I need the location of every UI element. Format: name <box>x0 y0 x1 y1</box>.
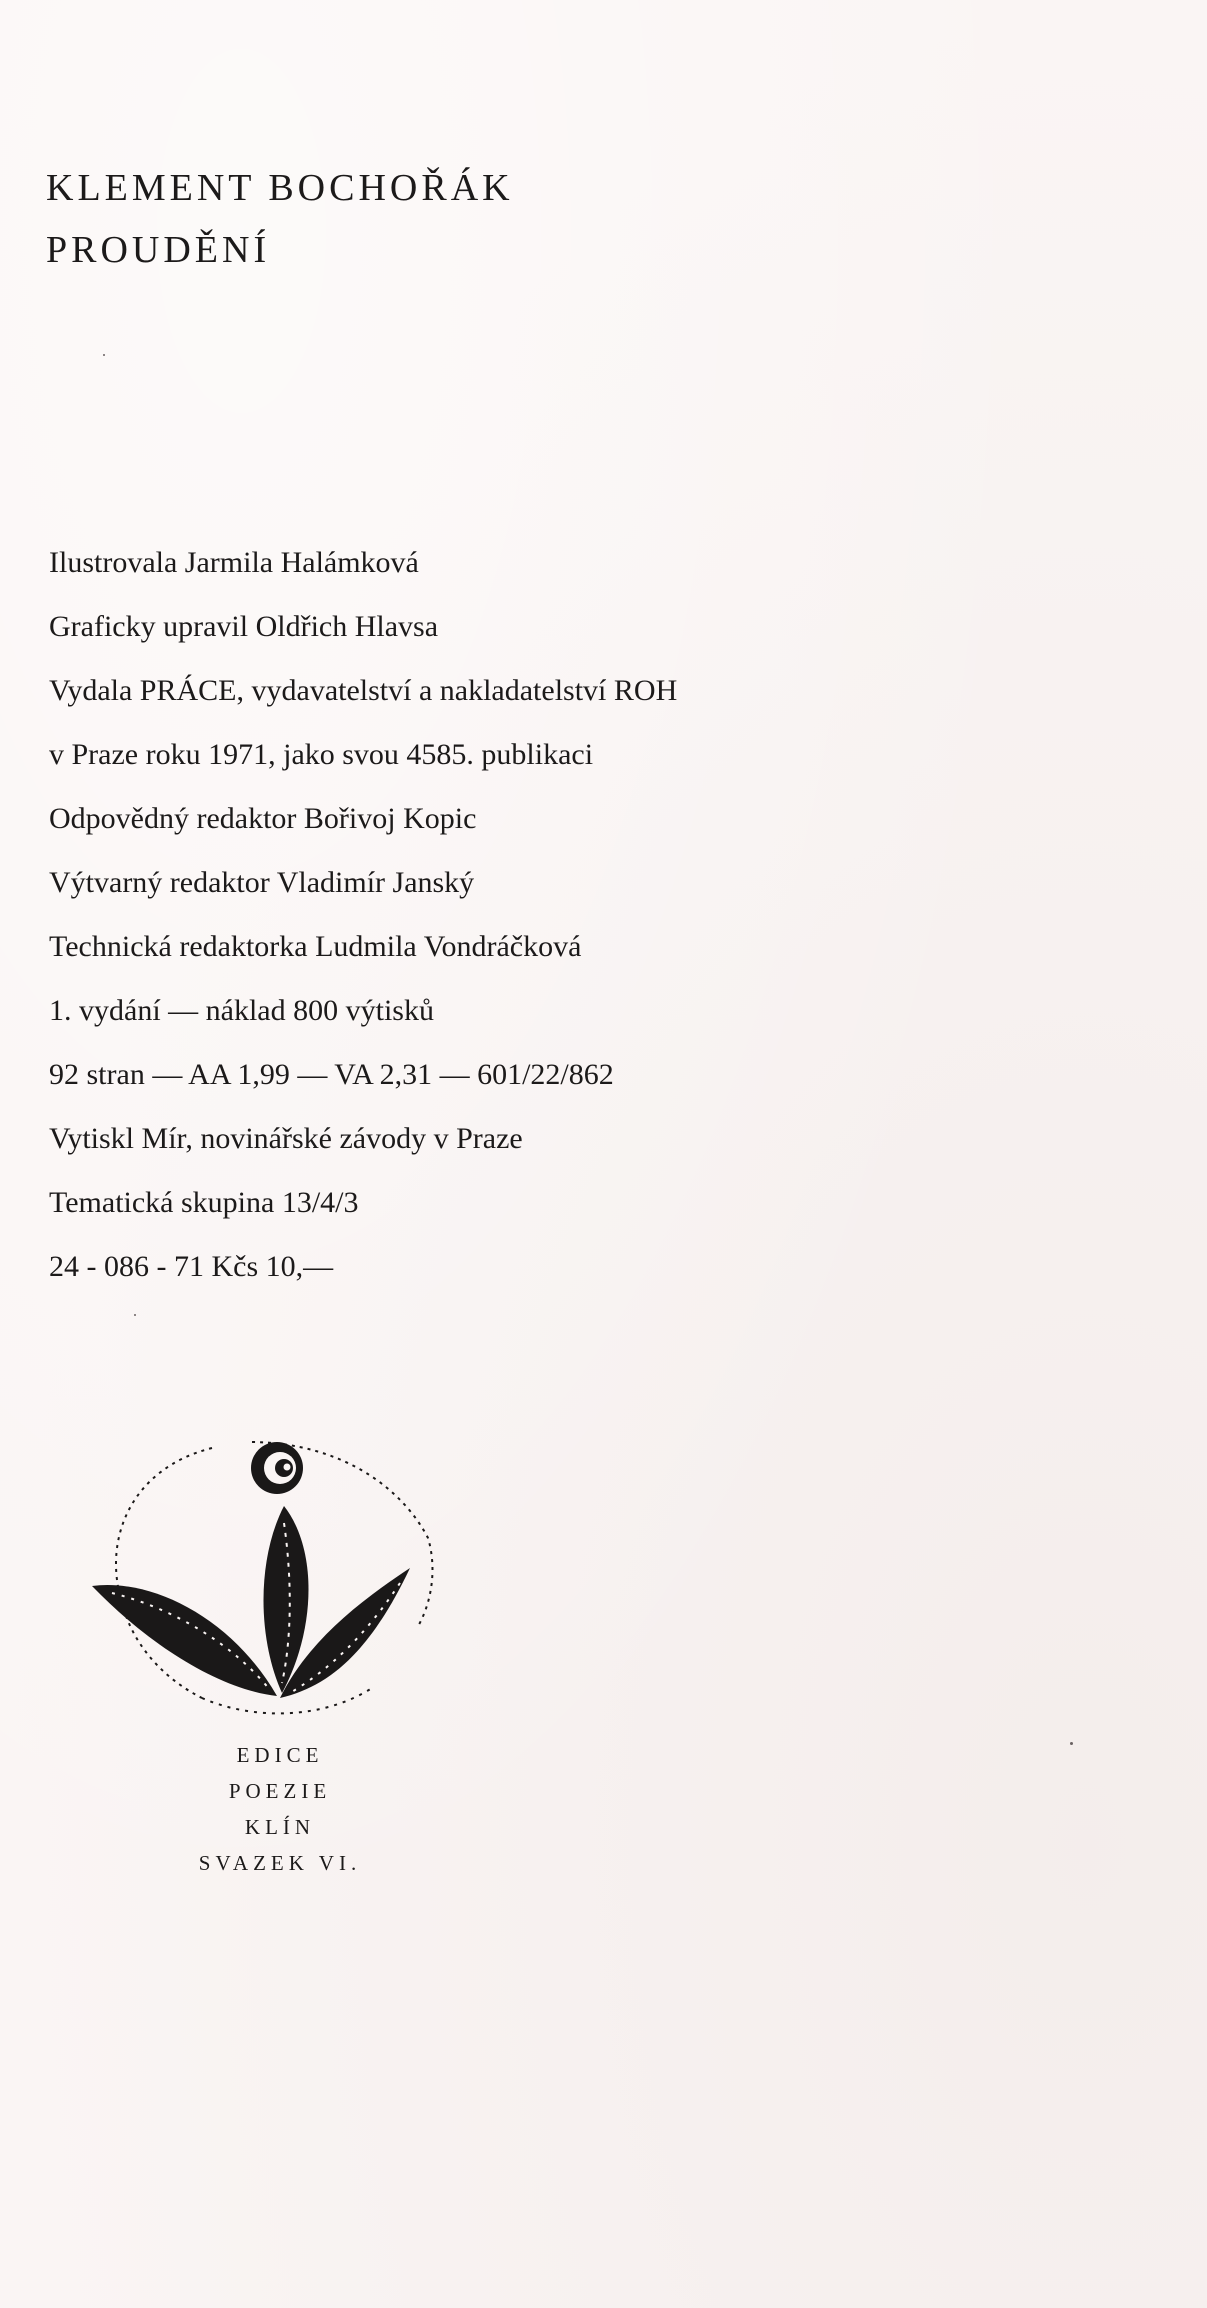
imprint-list <box>49 543 677 1311</box>
emblem-left-leaf <box>92 1585 277 1696</box>
paper-speck <box>134 1314 136 1316</box>
imprint-line: 92 stran — AA 1,99 — VA 2,31 — 601/22/862 <box>49 1058 614 1091</box>
imprint-line: Vytiskl Mír, novinářské závody v Praze <box>49 1122 523 1155</box>
imprint-line: Ilustrovala Jarmila Halámková <box>49 546 419 579</box>
imprint-line: Odpovědný redaktor Bořivoj Kopic <box>49 802 477 835</box>
paper-speck <box>103 354 105 356</box>
imprint-line: Technická redaktorka Ludmila Vondráčková <box>49 930 582 963</box>
edition-line: POEZIE <box>228 1779 332 1803</box>
flower-emblem-icon <box>92 1428 442 1728</box>
edition-block <box>150 1737 410 1881</box>
edition-line: SVAZEK VI. <box>198 1851 362 1875</box>
author-name: KLEMENT BOCHOŘÁK <box>46 167 514 209</box>
imprint-line: Vydala PRÁCE, vydavatelství a nakladatelství ROH <box>49 674 678 707</box>
imprint-line: Tematická skupina 13/4/3 <box>49 1186 359 1219</box>
edition-line: KLÍN <box>244 1815 316 1839</box>
imprint-line: Graficky upravil Oldřich Hlavsa <box>49 610 439 643</box>
imprint-line: Výtvarný redaktor Vladimír Janský <box>49 866 475 899</box>
imprint-line: v Praze roku 1971, jako svou 4585. publikaci <box>49 738 594 771</box>
imprint-line: 24 - 086 - 71 Kčs 10,— <box>49 1250 334 1283</box>
emblem-bud-center <box>284 1464 291 1471</box>
paper-speck <box>1070 1742 1073 1745</box>
imprint-line: 1. vydání — náklad 800 výtisků <box>49 994 434 1027</box>
edition-line: EDICE <box>236 1743 324 1767</box>
book-title: PROUDĚNÍ <box>46 229 271 271</box>
